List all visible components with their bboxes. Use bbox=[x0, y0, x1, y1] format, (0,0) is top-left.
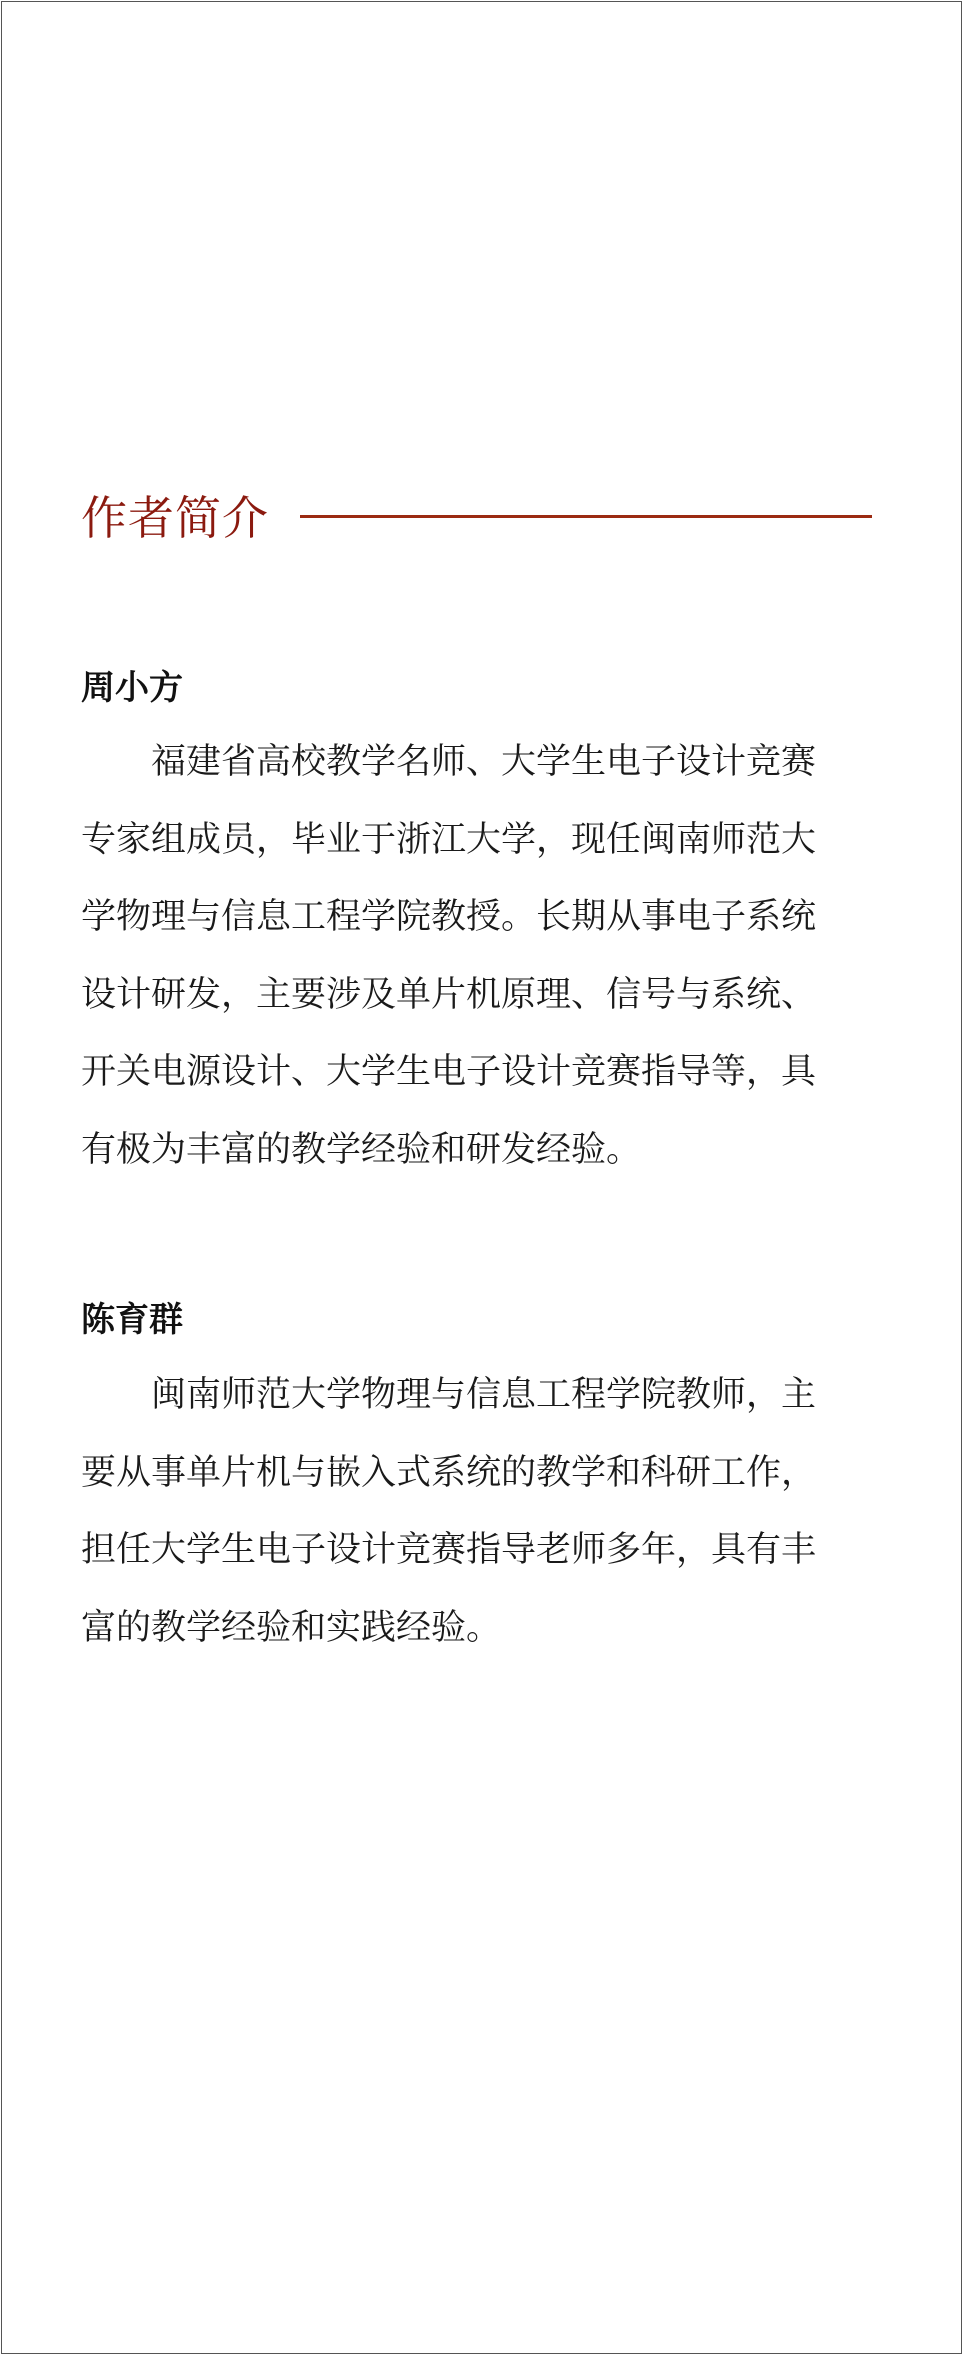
bio-line: 要从事单片机与嵌入式系统的教学和科研工作， bbox=[81, 1452, 817, 1493]
bio-line: 闽南师范大学物理与信息工程学院教师，主 bbox=[151, 1375, 817, 1415]
author-bio bbox=[81, 1375, 881, 1685]
bio-line: 担任大学生电子设计竞赛指导老师多年，具有丰 bbox=[81, 1530, 817, 1570]
bio-line: 福建省高校教学名师、大学生电子设计竞赛 bbox=[151, 742, 817, 782]
bio-line: 开关电源设计、大学生电子设计竞赛指导等，具 bbox=[81, 1052, 817, 1092]
bio-line: 专家组成员，毕业于浙江大学，现任闽南师范大 bbox=[81, 819, 817, 860]
title-rule bbox=[300, 515, 872, 518]
section-title: 作者简介 bbox=[81, 491, 269, 545]
bio-line: 有极为丰富的教学经验和研发经验。 bbox=[81, 1129, 642, 1170]
bio-line: 学物理与信息工程学院教授。长期从事电子系统 bbox=[81, 897, 817, 937]
bio-line: 设计研发，主要涉及单片机原理、信号与系统、 bbox=[81, 974, 817, 1015]
author-name: 周小方 bbox=[81, 668, 183, 708]
author-name: 陈育群 bbox=[81, 1300, 183, 1340]
author-bio bbox=[81, 742, 881, 1207]
bio-line: 富的教学经验和实践经验。 bbox=[81, 1607, 502, 1648]
